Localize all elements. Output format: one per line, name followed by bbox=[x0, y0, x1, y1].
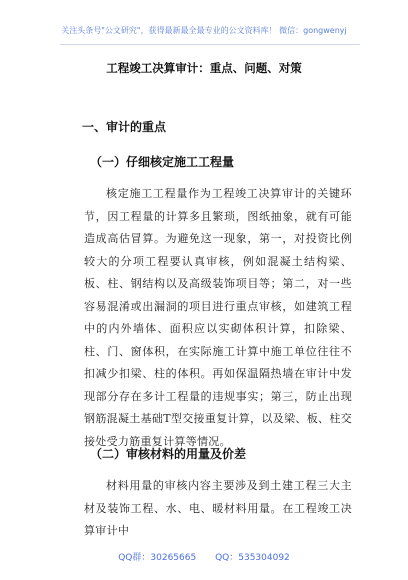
paragraph-2: 材料用量的审核内容主要涉及到土建工程三大主材及装饰工程、水、电、暖材料用量。在工程竣工决算审计中 bbox=[84, 479, 352, 537]
subsection-heading-2: （二）审核材料的用量及价差 bbox=[90, 447, 247, 461]
page-footer bbox=[0, 550, 408, 563]
header-divider bbox=[60, 44, 360, 45]
section-heading-1: 一、审计的重点 bbox=[82, 120, 167, 134]
footer-qq: QQ：535304092 bbox=[215, 553, 290, 563]
page-header: 关注头条号"公文研究"，获得最新最全最专业的公文资料库！ 微信：gongwenyj bbox=[61, 26, 347, 35]
subsection-heading-1: （一）仔细核定施工工程量 bbox=[90, 155, 235, 169]
document-title: 工程竣工决算审计：重点、问题、对策 bbox=[106, 61, 302, 75]
footer-qq-group: QQ群：30265665 bbox=[118, 553, 197, 563]
paragraph-1: 核定施工工程量作为工程竣工决算审计的关键环节，因工程量的计算多且繁琐，图纸抽象，就有可能造成高估冒算。为避免这一现象，第一，对投资比例较大的分项工程要认真审核，例如混凝土结构梁、板、柱、钢结构以及高级装饰项目等；第二，对一些容易混淆或出漏洞的项目进行重点审核，如建筑工程中的内外墙体、面积应以实砌体积计算，扣除梁、柱、门、窗体积，在实际施工计算中施工单位往往不扣减少扣梁、柱的体积。再如保温隔热墙在审计中发现部分存在多计工程量的违规事实；第三，防止出现钢筋混凝土基础T型交接重复计算，以及梁、板、柱交接处受力筋重复计算等情况。 bbox=[84, 187, 352, 448]
